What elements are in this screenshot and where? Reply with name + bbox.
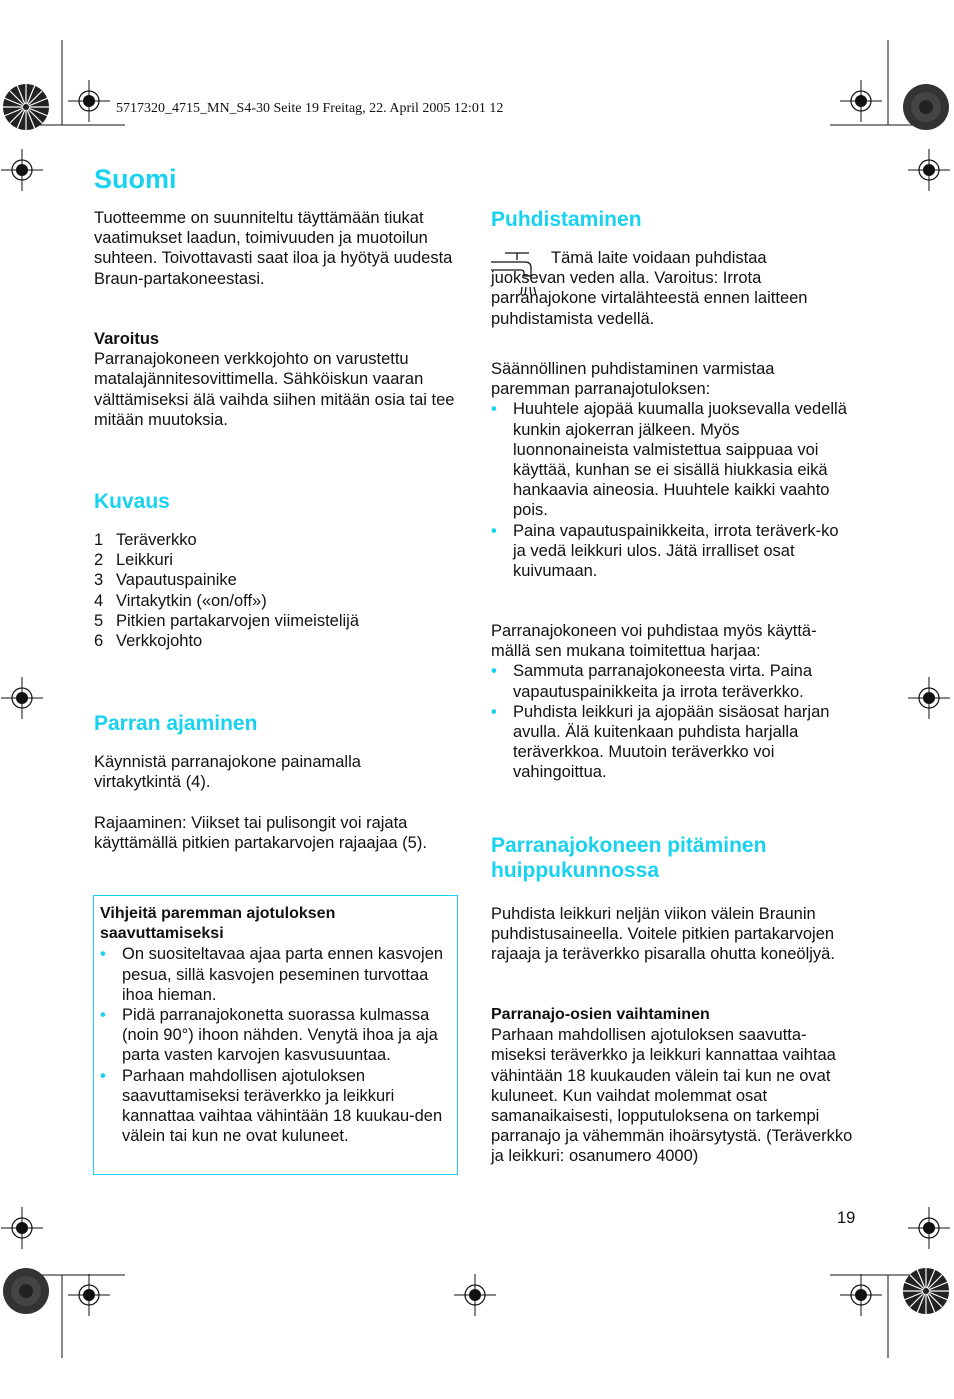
starburst-target-icon [2, 83, 50, 136]
description-list [94, 530, 459, 651]
shaving-text-1: Käynnistä parranajokone painamalla virtakytkintä (4). [94, 753, 361, 792]
page-title: Suomi [94, 164, 177, 194]
list-item: • Puhdista leikkuri ja ajopään sisäosat harjan avulla. Älä kuitenkaan puhdista harjalla teräverkkoa. Muutoin teräverkko voi vahingoittua. [491, 702, 851, 783]
registration-mark-icon [68, 1274, 110, 1321]
list-item: 6 Verkkojohto [94, 632, 203, 651]
cleaning-regular: Säännöllinen puhdistaminen varmistaa paremman parranajotuloksen: • Huuhtele ajopää kuumalla juoksevalla vedellä kunkin ajokerran jälkeen. Myös luonnonaineista valmistettua saippuaa voi käyttää, kunhan se ei sisällä hiukkasia eikä hankaavia aineosia. Huuhtele kaikki vaahto pois. • Paina vapautuspainikkeita, irrota teräverk-ko ja vedä leikkuri ulos. Jätä irralliset osat kuivumaan. [491, 359, 851, 581]
parts-heading: Parranajo-osien vaihtaminen [491, 1006, 710, 1023]
list-item: • Sammuta parranajokoneesta virta. Paina vapautuspainikkeita ja irrota teräverkko. [491, 661, 851, 701]
warning-heading: Varoitus [94, 330, 160, 348]
list-item: • Parhaan mahdollisen ajotuloksen saavuttamiseksi teräverkko ja leikkuri kannattaa vaihtaa vähintään 18 kuukau-den välein tai kun ne ovat kuluneet. [100, 1066, 452, 1147]
parts-section [491, 1005, 861, 1167]
registration-mark-icon [840, 80, 882, 127]
shaving-heading: Parran ajaminen [94, 712, 258, 735]
list-item: 3 Vapautuspainike [94, 571, 237, 590]
list-item: 5 Pitkien partakarvojen viimeistelijä [94, 611, 360, 630]
starburst-target-icon [2, 1267, 50, 1320]
care-heading: Parranajokoneen pitäminen huippukunnossa [491, 834, 767, 882]
parts-text: Parhaan mahdollisen ajotuloksen saavutta-miseksi teräverkko ja leikkuri kannattaa vaihtaa vähintään 18 kuukauden välein tai kun ne ovat kuluneet. Kun vaihdat molemmat osat samanaikaisesti, lopputuloksena on tarkempi parranajo ja vähemmän ihoärsytystä. (Teräverkko ja leikkuri: osanumero 4000) [491, 1026, 853, 1166]
registration-mark-icon [908, 1207, 950, 1254]
registration-mark-icon [68, 80, 110, 127]
cleaning-intro: Tämä laite voidaan puhdistaa juoksevan veden alla. Varoitus: Irrota parranajokone virtalähteestä ennen laitteen puhdistamista vedellä. [491, 249, 808, 328]
list-item: 4 Virtakytkin («on/off») [94, 591, 267, 610]
list-item: 1 Teräverkko [94, 531, 197, 549]
list-item: • On suositeltavaa ajaa parta ennen kasvojen pesua, sillä kasvojen peseminen turvottaa ihoa hieman. [100, 944, 452, 1005]
intro-paragraph: Tuotteemme on suunniteltu täyttämään tiukat vaatimukset laadun, toimivuuden ja muotoilun suhteen. Toivottavasti saat iloa ja hyötyä uudesta Braun-partakoneestasi. [94, 209, 453, 288]
list-item: • Pidä parranajokonetta suorassa kulmassa (noin 90°) ihoon nähden. Venytä ihoa ja aja parta vasten karvojen kasvusuuntaa. [100, 1005, 452, 1066]
care-text: Puhdista leikkuri neljän viikon välein Braunin puhdistusaineella. Voitele pitkien partakarvojen rajaaja ja teräverkko pisaralla ohutta koneöljyä. [491, 905, 835, 964]
registration-mark-icon [1, 1207, 43, 1254]
print-slug: 5717320_4715_MN_S4-30 Seite 19 Freitag, 22. April 2005 12:01 12 [116, 101, 504, 116]
list-item: 2 Leikkuri [94, 551, 173, 570]
registration-mark-icon [454, 1274, 496, 1321]
description-heading: Kuvaus [94, 490, 170, 513]
list-item: • Paina vapautuspainikkeita, irrota teräverk-ko ja vedä leikkuri ulos. Jätä irralliset osat kuivumaan. [491, 521, 851, 582]
page-number: 19 [837, 1209, 856, 1227]
list-item: • Huuhtele ajopää kuumalla juoksevalla vedellä kunkin ajokerran jälkeen. Myös luonnonaineista valmistettua saippuaa voi käyttää, kunhan se ei sisällä hiukkasia eikä hankaavia aineosia. Huuhtele kaikki vaahto pois. [491, 399, 851, 520]
shaving-text-2: Rajaaminen: Viikset tai pulisongit voi rajata käyttämällä pitkien partakarvojen rajaajaa (5). [94, 814, 427, 853]
registration-mark-icon [1, 149, 43, 196]
starburst-target-icon [902, 83, 950, 136]
registration-mark-icon [1, 677, 43, 724]
cleaning-brush: Parranajokoneen voi puhdistaa myös käyttä-mällä sen mukana toimitettua harjaa: • Sammuta parranajokoneesta virta. Paina vapautuspainikkeita ja irrota teräverkko. • Puhdista leikkuri ja ajopään sisäosat harjan avulla. Älä kuitenkaan puhdista harjalla teräverkkoa. Muutoin teräverkko voi vahingoittua. [491, 621, 851, 783]
warning-section [94, 329, 459, 430]
registration-mark-icon [908, 149, 950, 196]
cleaning-heading: Puhdistaminen [491, 208, 642, 231]
starburst-target-icon [902, 1267, 950, 1320]
tips-heading: Vihjeitä paremman ajotuloksen saavuttamiseksi [100, 905, 336, 943]
registration-mark-icon [908, 677, 950, 724]
warning-text: Parranajokoneen verkkojohto on varustettu matalajännitesovittimella. Sähköiskun vaaran välttämiseksi älä vaihda siihen mitään osia tai tee mitään muutoksia. [94, 350, 455, 429]
registration-mark-icon [840, 1274, 882, 1321]
tips-content [100, 904, 452, 1146]
